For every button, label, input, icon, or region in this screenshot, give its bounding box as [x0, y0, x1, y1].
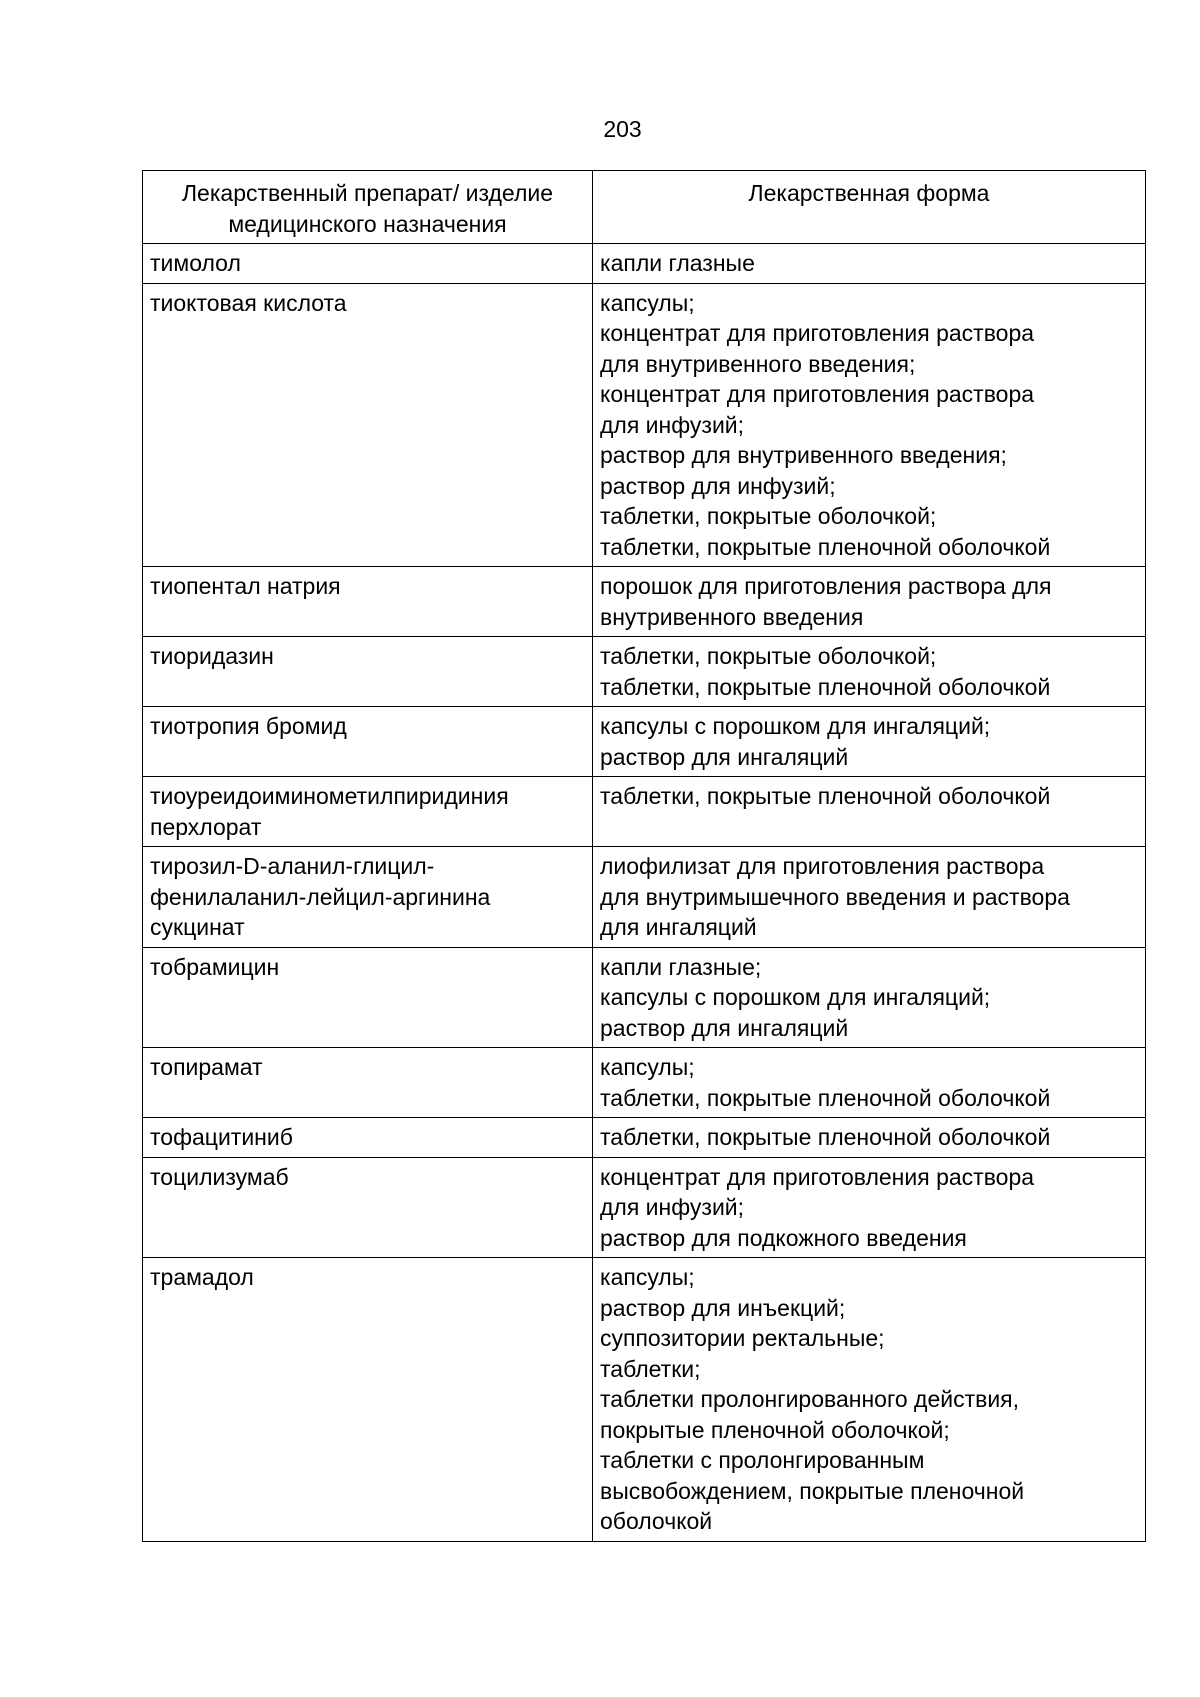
dosage-form-line: таблетки, покрытые пленочной оболочкой	[600, 783, 1051, 809]
dosage-form-line: для инфузий;	[600, 1194, 745, 1220]
drug-cell	[143, 777, 593, 847]
form-cell	[593, 244, 1146, 284]
drug-name: тирозил-D-аланил-глицил-фенилаланил-лейцил-аргинина сукцинат	[150, 853, 491, 940]
dosage-form-line: раствор для инфузий;	[600, 472, 836, 499]
form-cell	[593, 1118, 1146, 1158]
page-number: 203	[603, 116, 642, 142]
table-row	[143, 637, 1146, 707]
dosage-form-line: раствор для подкожного введения	[600, 1224, 967, 1251]
dosage-form-line: покрытые пленочной оболочкой;	[600, 1416, 950, 1443]
dosage-form-line: концентрат для приготовления раствора	[600, 1163, 1035, 1190]
dosage-form-line: капли глазные	[600, 250, 755, 276]
form-cell	[593, 1157, 1146, 1258]
form-cell	[593, 707, 1146, 777]
dosage-form-line: суппозитории ректальные;	[600, 1325, 885, 1351]
form-cell	[593, 947, 1146, 1048]
drug-cell	[143, 637, 593, 707]
header-form-label: Лекарственная форма	[748, 180, 990, 206]
dosage-form-line: для инфузий;	[600, 411, 745, 438]
drug-name: тобрамицин	[150, 953, 280, 980]
drug-name: тиоридазин	[150, 643, 274, 669]
dosage-form-line: оболочкой	[600, 1508, 713, 1534]
drug-cell	[143, 283, 593, 567]
drug-name: тиоуреидоиминометилпиридиния перхлорат	[150, 783, 509, 840]
header-form	[593, 171, 1146, 244]
drug-cell	[143, 1157, 593, 1258]
form-cell	[593, 847, 1146, 948]
dosage-form-line: раствор для инъекций;	[600, 1294, 846, 1321]
drug-name: тиопентал натрия	[150, 573, 341, 599]
dosage-form-line: капсулы с порошком для ингаляций;	[600, 984, 991, 1010]
drug-cell	[143, 707, 593, 777]
table-row	[143, 947, 1146, 1048]
dosage-form-line: таблетки, покрытые оболочкой;	[600, 643, 937, 669]
table-row	[143, 1118, 1146, 1158]
dosage-form-line: раствор для внутривенного введения;	[600, 442, 1007, 468]
drug-forms-table	[142, 170, 1146, 1542]
form-cell	[593, 567, 1146, 637]
drug-cell	[143, 244, 593, 284]
header-drug-label: Лекарственный препарат/ изделие медицинского назначения	[181, 180, 554, 237]
dosage-form-line: таблетки пролонгированного действия,	[600, 1386, 1020, 1412]
table-body	[143, 244, 1146, 1542]
form-cell	[593, 1048, 1146, 1118]
drug-name: тимолол	[150, 250, 241, 276]
table-row	[143, 567, 1146, 637]
dosage-form-line: таблетки, покрытые пленочной оболочкой	[600, 533, 1051, 560]
drug-name: тиотропия бромид	[150, 713, 347, 739]
drug-name: тоцилизумаб	[150, 1163, 289, 1190]
dosage-form-line: для внутримышечного введения и раствора	[600, 883, 1070, 910]
dosage-form-line: порошок для приготовления раствора для	[600, 573, 1052, 599]
form-cell	[593, 283, 1146, 567]
table-row	[143, 847, 1146, 948]
dosage-form-line: раствор для ингаляций	[600, 1014, 849, 1041]
dosage-form-line: капсулы;	[600, 289, 695, 316]
dosage-form-line: внутривенного введения	[600, 603, 864, 630]
dosage-form-line: для ингаляций	[600, 914, 757, 940]
table-header-row	[143, 171, 1146, 244]
dosage-form-line: таблетки, покрытые пленочной оболочкой	[600, 1124, 1051, 1150]
form-cell	[593, 1258, 1146, 1542]
dosage-form-line: концентрат для приготовления раствора	[600, 320, 1035, 346]
table-row	[143, 707, 1146, 777]
drug-name: топирамат	[150, 1054, 263, 1080]
table-row	[143, 244, 1146, 284]
form-cell	[593, 777, 1146, 847]
table-row	[143, 777, 1146, 847]
table-row	[143, 1048, 1146, 1118]
drug-name: трамадол	[150, 1264, 254, 1290]
dosage-form-line: капсулы;	[600, 1264, 695, 1290]
drug-name: тофацитиниб	[150, 1124, 293, 1150]
drug-name: тиоктовая кислота	[150, 289, 347, 316]
drug-cell	[143, 567, 593, 637]
dosage-form-line: таблетки;	[600, 1355, 701, 1382]
dosage-form-line: для внутривенного введения;	[600, 350, 916, 377]
dosage-form-line: таблетки, покрытые пленочной оболочкой	[600, 673, 1051, 700]
dosage-form-line: концентрат для приготовления раствора	[600, 381, 1035, 407]
drug-cell	[143, 1048, 593, 1118]
drug-cell	[143, 847, 593, 948]
dosage-form-line: капсулы с порошком для ингаляций;	[600, 713, 991, 739]
drug-cell	[143, 947, 593, 1048]
dosage-form-line: капли глазные;	[600, 953, 762, 980]
form-cell	[593, 637, 1146, 707]
drug-cell	[143, 1258, 593, 1542]
dosage-form-line: капсулы;	[600, 1054, 695, 1080]
table-row	[143, 1157, 1146, 1258]
table-row	[143, 1258, 1146, 1542]
drug-cell	[143, 1118, 593, 1158]
header-drug	[143, 171, 593, 244]
dosage-form-line: таблетки, покрытые пленочной оболочкой	[600, 1084, 1051, 1111]
dosage-form-line: лиофилизат для приготовления раствора	[600, 853, 1045, 879]
dosage-form-line: таблетки, покрытые оболочкой;	[600, 503, 937, 529]
dosage-form-line: таблетки с пролонгированным	[600, 1447, 925, 1473]
table-row	[143, 283, 1146, 567]
dosage-form-line: высвобождением, покрытые пленочной	[600, 1477, 1025, 1504]
dosage-form-line: раствор для ингаляций	[600, 743, 849, 770]
